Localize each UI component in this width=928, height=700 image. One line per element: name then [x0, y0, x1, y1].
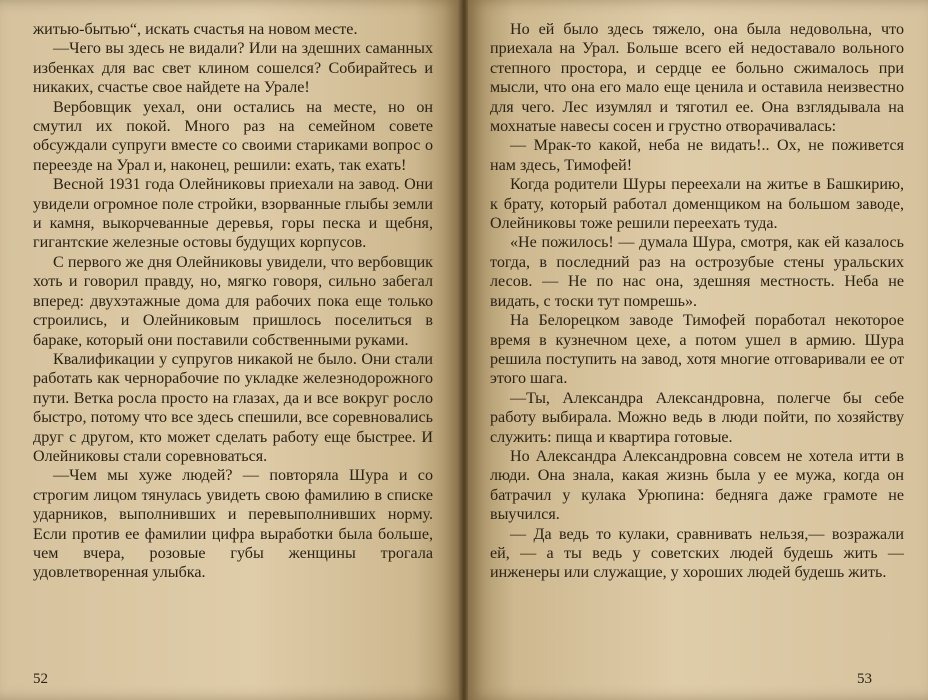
- left-page: [0, 0, 460, 700]
- paragraph: — Да ведь то кулаки, сравнивать нельзя,— возражали ей, — а ты ведь у советских людей будешь жить — инженеры или служащие, у хороших людей будешь жить.: [490, 525, 904, 582]
- paragraph: —Ты, Александра Александровна, полегче бы себе работу выбирала. Можно ведь в люди пойти, по хозяйству служить: пища и квартира готовые.: [490, 389, 904, 446]
- page-number: 52: [33, 671, 48, 687]
- paragraph: Квалификации у супругов никакой не было. Они стали работать как чернорабочие по укладке железнодорожного пути. Ветка росла просто на глазах, да и все вокруг росло быстро, потому что все здесь спешили, все соревновались друг с другом, кто может сделать работу еще быстрее. И Олейниковы стали соревноваться.: [33, 350, 433, 465]
- right-page: [468, 0, 928, 700]
- paragraph: «Не пожилось! — думала Шура, смотря, как ей казалось тогда, в последний раз на острозубые стены уральских лесов. — Не по нас она, здешняя местность. Неба не видать, с тоски тут помрешь».: [490, 234, 904, 310]
- paragraph: Но Александра Александровна совсем не хотела итти в люди. Она знала, какая жизнь была у ее мужа, когда он батрачил у кулака Урюпина: бедняга даже грамоте не выучился.: [490, 447, 904, 524]
- paragraph: Когда родители Шуры переехали на житье в Башкирию, к брату, который работал доменщиком на большом заводе, Олейниковы тоже решили переехать туда.: [490, 176, 904, 233]
- paragraph: Весной 1931 года Олейниковы приехали на завод. Они увидели огромное поле стройки, взорванные глыбы земли и камня, выкорчеванные деревья, горы песка и щебня, гигантские железные остовы будущих корпусов.: [33, 176, 433, 252]
- paragraph: На Белорецком заводе Тимофей поработал некоторое время в кузнечном цехе, а потом ушел в армию. Шура решила поступить на завод, хотя многие отговаривали ее от этого шага.: [490, 312, 904, 388]
- paragraph: житью-бытью“, искать счастья на новом месте.: [33, 21, 358, 38]
- page-number: 53: [857, 671, 872, 687]
- paragraph: Вербовщик уехал, они остались на месте, но он смутил их покой. Много раз на семейном совете обсуждали супруги вместе со своими стариками вопрос о переезде на Урал и, наконец, решили: ехать, так ехать!: [33, 98, 433, 174]
- left-page-text: [33, 20, 433, 583]
- paragraph: — Мрак-то какой, неба не видать!.. Ох, не поживется нам здесь, Тимофей!: [490, 137, 904, 174]
- right-page-text: [490, 20, 904, 583]
- paragraph: С первого же дня Олейниковы увидели, что вербовщик хоть и говорил правду, но, мягко говоря, сильно забегал вперед: двухэтажные дома для рабочих пока еще только строились, и Олейниковым пришлось поселиться в бараке, который они поставили собственными руками.: [33, 253, 433, 349]
- paragraph: —Чем мы хуже людей? — повторяла Шура и со строгим лицом тянулась увидеть свою фамилию в списке ударников, выполнивших и перевыполнивших норму. Если против ее фамилии цифра выработки была больше, чем вчера, розовые губы женщины трогала удовлетворенная улыбка.: [33, 467, 433, 582]
- paragraph: —Чего вы здесь не видали? Или на здешних саманных избенках для вас свет клином сошелся? Собирайтесь и никаких, счастье свое найдете на Урале!: [33, 40, 433, 97]
- paragraph: Но ей было здесь тяжело, она была недовольна, что приехала на Урал. Больше всего ей недоставало вольного степного простора, и сердце ее больно сжималось при мысли, что она его мало еще ценила и оставила неизвестно для чего. Лес изумлял и тяготил ее. Она взглядывала на мохнатые навесы сосен и грустно отворачивалась:: [490, 21, 904, 136]
